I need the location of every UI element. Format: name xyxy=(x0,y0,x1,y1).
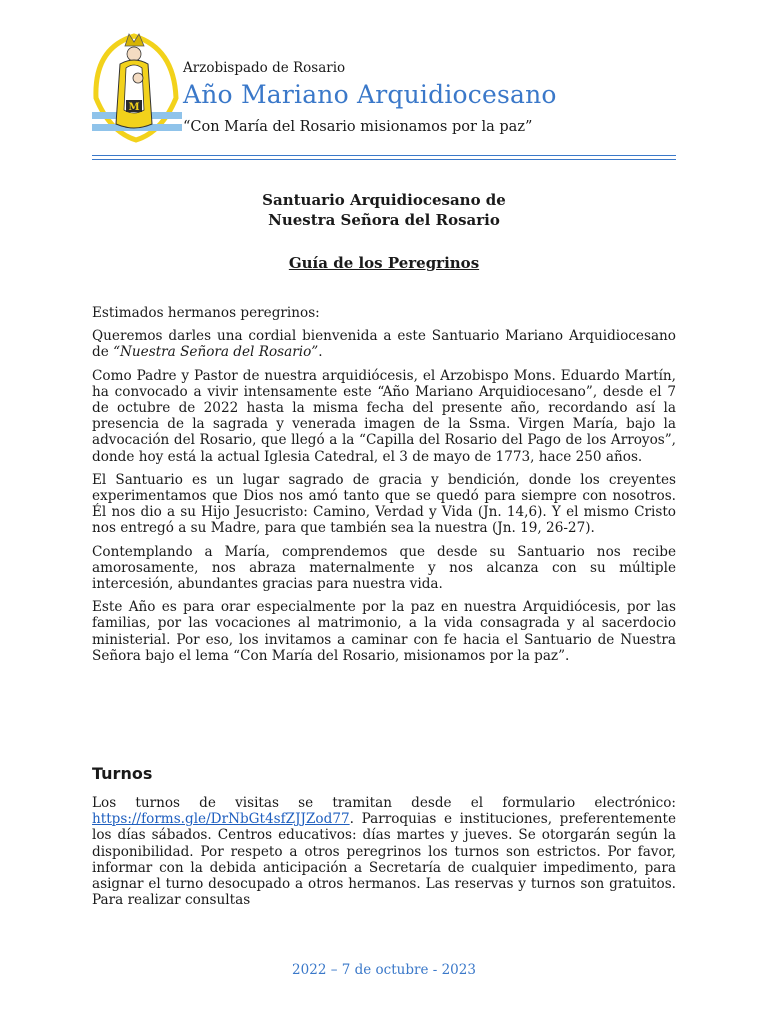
turnos-section-title: Turnos xyxy=(92,764,153,783)
turnos-text-end: . Parroquias e instituciones, preferentemente los días sábados. Centros educativos: días martes y jueves. Se otorgarán según la disponibilidad. Por respeto a otros peregrinos los turnos son estrictos. Por favor, informar con la debida anticipación a Secretaría de cualquier impedimento, para asignar el turno desocupado a otros hermanos. Las reservas y turnos son gratuitos. Para realizar consultas xyxy=(92,811,676,909)
virgin-of-rosary-logo-icon xyxy=(92,28,182,148)
svg-text:M: M xyxy=(128,102,140,113)
sanctuary-heading-line2: Nuestra Señora del Rosario xyxy=(268,211,500,229)
paragraph-peace: Este Año es para orar especialmente por la paz en nuestra Arquidiócesis, por las familias, por las vocaciones al matrimonio, a la vida consagrada y al sacerdocio ministerial. Por eso, los invitamos a caminar con fe hacia el Santuario de Nuestra Señora bajo el lema “Con María del Rosario, misionamos por la paz”. xyxy=(92,599,676,664)
guide-heading: Guía de los Peregrinos xyxy=(288,254,480,272)
turnos-text-start: Los turnos de visitas se tramitan desde el formulario electrónico: xyxy=(92,795,676,811)
body-text xyxy=(92,305,676,671)
header-divider-bottom xyxy=(92,159,676,160)
archdiocese-name: Arzobispado de Rosario xyxy=(183,60,346,76)
motto: “Con María del Rosario misionamos por la paz” xyxy=(183,119,533,135)
footer-dates: 2022 – 7 de octubre - 2023 xyxy=(292,962,476,978)
paragraph-welcome xyxy=(92,328,676,360)
turnos-paragraph xyxy=(92,795,676,908)
page-title: Año Mariano Arquidiocesano xyxy=(183,80,557,109)
sanctuary-heading-line1: Santuario Arquidiocesano de xyxy=(262,191,506,209)
booking-form-link[interactable]: https://forms.gle/DrNbGt4sfZJJZod77 xyxy=(92,811,350,828)
welcome-text: Queremos darles una cordial bienvenida a este Santuario Mariano Arquidiocesano de xyxy=(92,328,676,361)
welcome-end: . xyxy=(318,344,323,361)
paragraph-contemplation: Contemplando a María, comprendemos que desde su Santuario nos recibe amorosamente, nos abraza maternalmente y nos alcanza con su múltiple intercesión, abundantes gracias para nuestra vida. xyxy=(92,543,676,593)
greeting: Estimados hermanos peregrinos: xyxy=(92,305,320,321)
header-divider-top xyxy=(92,155,676,156)
paragraph-convocation: Como Padre y Pastor de nuestra arquidiócesis, el Arzobispo Mons. Eduardo Martín, ha convocado a vivir intensamente este “Año Mariano Arquidiocesano”, desde el 7 de octubre de 2022 hasta la misma fecha del presente año, recordando así la presencia de la sagrada y venerada imagen de la Ssma. Virgen María, bajo la advocación del Rosario, que llegó a la “Capilla del Rosario del Pago de los Arroyos”, donde hoy está la actual Iglesia Catedral, el 3 de mayo de 1773, hace 250 años. xyxy=(92,367,676,465)
welcome-italic: “Nuestra Señora del Rosario” xyxy=(113,344,319,361)
sanctuary-heading xyxy=(0,190,768,230)
paragraph-sanctuary: El Santuario es un lugar sagrado de gracia y bendición, donde los creyentes experimentamos que Dios nos amó tanto que se quedó para siempre con nosotros. Él nos dio a su Hijo Jesucristo: Camino, Verdad y Vida (Jn. 14,6). Y el mismo Cristo nos entregó a su Madre, para que también sea la nuestra (Jn. 19, 26-27). xyxy=(92,471,676,537)
